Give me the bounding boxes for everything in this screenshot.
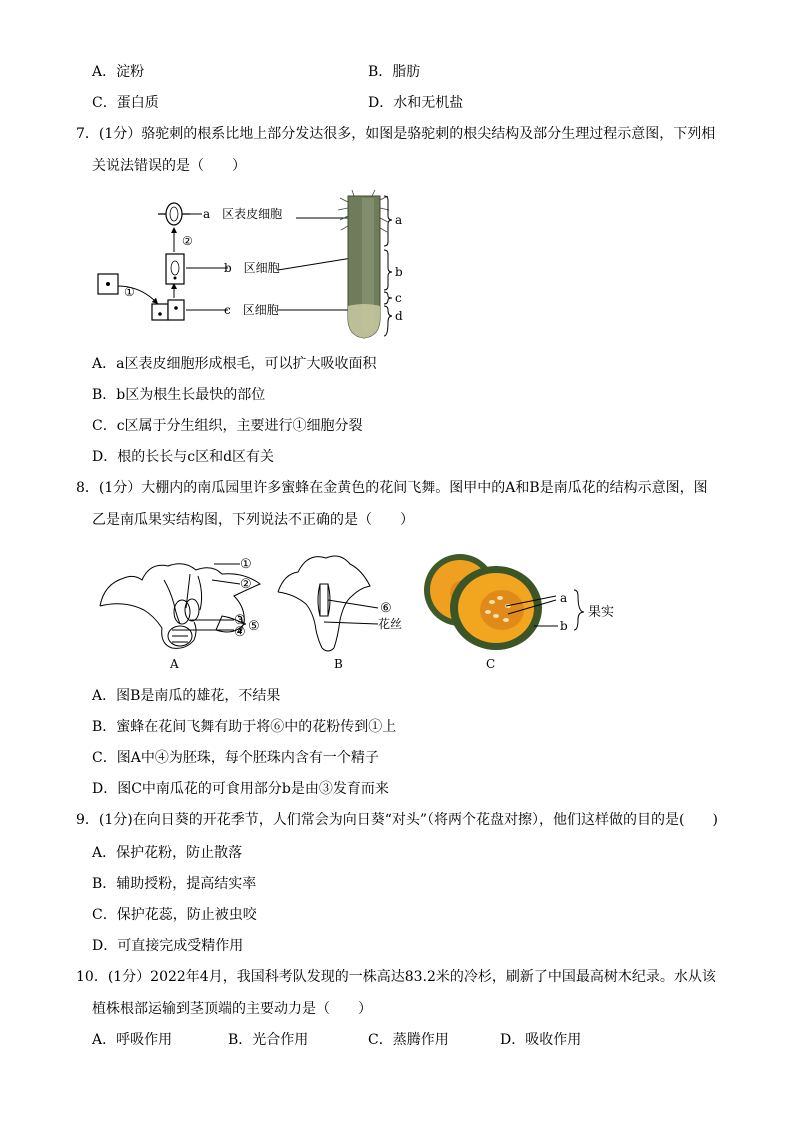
q9-option-a: A．保护花粉，防止散落 <box>92 845 243 861</box>
q7-stem-line1: 7．(1分）骆驼刺的根系比地上部分发达很多，如图是骆驼刺的根尖结构及部分生理过程示意图，下列相 <box>76 126 716 142</box>
label-a-cell: a 区表皮细胞 <box>203 207 283 221</box>
q10-option-d: D．吸收作用 <box>500 1032 582 1048</box>
pumpkin-figure <box>94 544 634 674</box>
fruit-label: 果实 <box>588 605 615 620</box>
q7-option-a: A．a区表皮细胞形成根毛，可以扩大吸收面积 <box>92 356 377 372</box>
q6-option-d: D．水和无机盐 <box>368 95 464 111</box>
q6-option-a: A．淀粉 <box>92 64 145 80</box>
q8-option-d: D．图C中南瓜花的可食用部分b是由③发育而来 <box>92 781 389 797</box>
root-hair-cell-icon <box>158 203 190 225</box>
q10-stem-line1: 10．(1分）2022年4月，我国科考队发现的一株高达83.2米的冷杉，刷新了中国最高树木纪录。水从该 <box>76 969 716 985</box>
q6-option-b: B．脂肪 <box>368 64 421 80</box>
q7-option-d: D．根的长长与c区和d区有关 <box>92 449 275 465</box>
q8-stem-line1: 8．(1分）大棚内的南瓜园里许多蜜蜂在金黄色的花间飞舞。图甲中的A和B是南瓜花的结构示意图，图 <box>76 480 708 496</box>
num-1: ① <box>240 557 252 572</box>
num-4: ④ <box>234 625 246 640</box>
root-tip-drawing <box>338 190 389 338</box>
zone-c-label: c <box>395 291 402 305</box>
q9-option-d: D．可直接完成受精作用 <box>92 938 244 954</box>
q9-stem-line1: 9．(1分)在向日葵的开花季节，人们常会为向日葵“对头”（将两个花盘对擦），他们这样做的目的是( ) <box>76 812 718 828</box>
label-b-cell: b 区细胞 <box>224 261 280 275</box>
filament-label: 花丝 <box>378 617 403 631</box>
q9-option-c: C．保护花蕊，防止被虫咬 <box>92 907 257 923</box>
num-6: ⑥ <box>380 601 392 616</box>
zone-d-label: d <box>395 309 403 323</box>
num-3: ③ <box>234 613 246 628</box>
step-1-label: ① <box>124 285 135 299</box>
q6-option-c: C．蛋白质 <box>92 95 159 111</box>
fruit-b-label: b <box>560 619 568 633</box>
zone-b-label: b <box>395 265 403 279</box>
zone-braces <box>384 196 392 336</box>
label-c-cell: c 区细胞 <box>224 303 279 317</box>
q10-option-b: B．光合作用 <box>228 1032 309 1048</box>
q9-option-b: B．辅助授粉，提高结实率 <box>92 876 257 892</box>
step-2-label: ② <box>182 234 193 248</box>
zone-a-label: a <box>395 213 403 227</box>
q7-stem-line2: 关说法错误的是（ ） <box>92 158 246 174</box>
q8-option-a: A．图B是南瓜的雄花，不结果 <box>92 688 281 704</box>
num-2: ② <box>240 577 252 592</box>
q8-stem-line2: 乙是南瓜果实结构图，下列说法不正确的是（ ） <box>92 512 414 528</box>
root-tip-figure <box>90 190 410 340</box>
fruit-a-label: a <box>560 591 568 605</box>
q10-option-c: C．蒸腾作用 <box>368 1032 449 1048</box>
male-flower-drawing <box>278 556 378 651</box>
meristem-cell-icon <box>152 304 168 320</box>
q10-stem-line2: 植株根部运输到茎顶端的主要动力是（ ） <box>92 1001 372 1017</box>
q8-option-b: B．蜜蜂在花间飞舞有助于将⑥中的花粉传到①上 <box>92 719 397 735</box>
q7-option-c: C．c区属于分生组织，主要进行①细胞分裂 <box>92 418 363 434</box>
q10-option-a: A．呼吸作用 <box>92 1032 173 1048</box>
q8-option-c: C．图A中④为胚珠，每个胚珠内含有一个精子 <box>92 750 379 766</box>
num-5: ⑤ <box>248 619 260 634</box>
caption-c: C <box>486 657 496 671</box>
caption-a: A <box>170 657 179 671</box>
caption-b: B <box>334 657 343 671</box>
q7-option-b: B．b区为根生长最快的部位 <box>92 387 266 403</box>
